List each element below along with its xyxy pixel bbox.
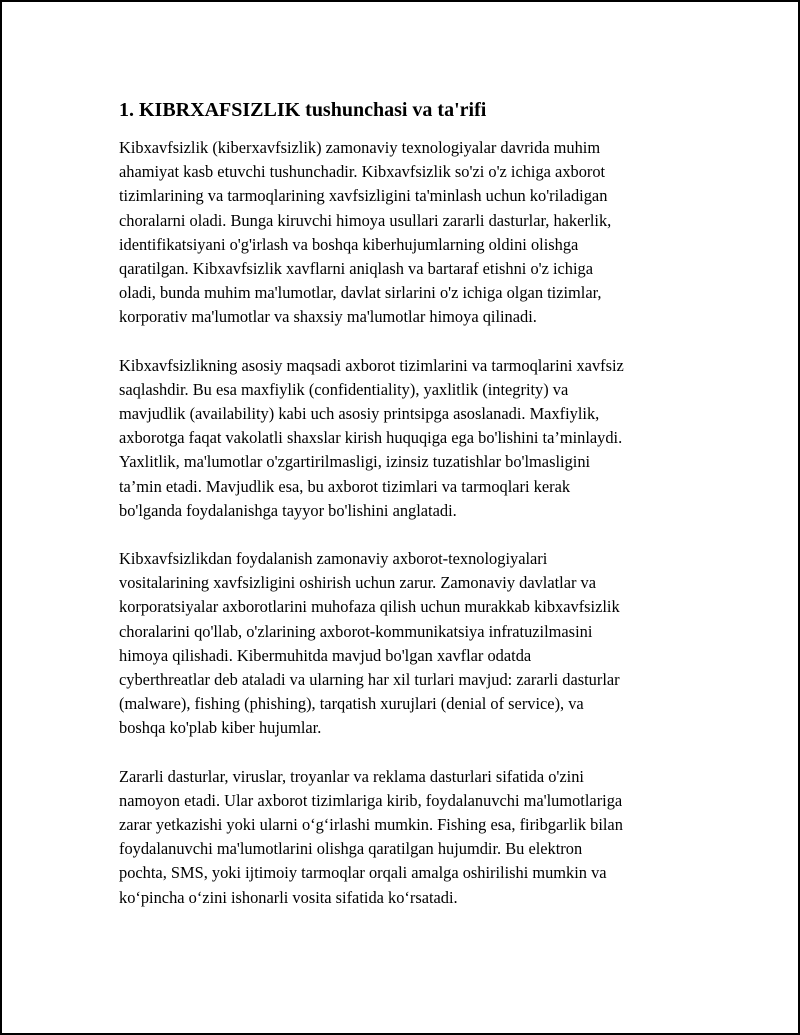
text-line: pochta, SMS, yoki ijtimoiy tarmoqlar orqali amalga oshirilishi mumkin va <box>119 863 607 883</box>
text-line: bo'lganda foydalanishga tayyor bo'lishini anglatadi. <box>119 500 457 520</box>
text-line: cyberthreatlar deb ataladi va ularning har xil turlari mavjud: zararli dasturlar <box>119 670 620 690</box>
paragraph-1 <box>119 136 699 330</box>
text-line: ko‘pincha o‘zini ishonarli vosita sifatida ko‘rsatadi. <box>119 887 458 907</box>
text-line: Zararli dasturlar, viruslar, troyanlar va reklama dasturlari sifatida o'zini <box>119 766 584 786</box>
text-line: zarar yetkazishi yoki ularni o‘g‘irlashi mumkin. Fishing esa, firibgarlik bilan <box>119 815 623 835</box>
text-line: tizimlarining va tarmoqlarining xavfsizligini ta'minlash uchun ko'riladigan <box>119 186 608 206</box>
text-line: Kibxavfsizlikning asosiy maqsadi axborot tizimlarini va tarmoqlarini xavfsiz <box>119 355 624 375</box>
text-line: (malware), fishing (phishing), tarqatish xurujlari (denial of service), va <box>119 694 584 714</box>
text-line: qaratilgan. Kibxavfsizlik xavflarni aniqlash va bartaraf etishni o'z ichiga <box>119 259 594 279</box>
text-line: foydalanuvchi ma'lumotlarini olishga qaratilgan hujumdir. Bu elektron <box>119 839 583 859</box>
text-line: namoyon etadi. Ular axborot tizimlariga kirib, foydalanuvchi ma'lumotlariga <box>119 790 623 810</box>
text-line: identifikatsiyani o'g'irlash va boshqa kiberhujumlarning oldini olishga <box>119 234 579 254</box>
text-line: korporativ ma'lumotlar va shaxsiy ma'lumotlar himoya qilinadi. <box>119 307 537 327</box>
text-line: korporatsiyalar axborotlarini muhofaza qilish uchun murakkab kibxavfsizlik <box>119 597 620 617</box>
text-line: choralarini qo'llab, o'zlarining axborot-kommunikatsiya infratuzilmasini <box>119 621 593 641</box>
text-line: Kibxavfsizlik (kiberxavfsizlik) zamonaviy texnologiyalar davrida muhim <box>119 138 601 157</box>
text-line: ahamiyat kasb etuvchi tushunchadir. Kibxavfsizlik so'zi o'z ichiga axborot <box>119 162 606 182</box>
text-line: axborotga faqat vakolatli shaxslar kirish huquqiga ega bo'lishini ta’minlaydi. <box>119 428 623 448</box>
text-line: oladi, bunda muhim ma'lumotlar, davlat sirlarini o'z ichiga olgan tizimlar, <box>119 283 602 303</box>
paragraph-3 <box>119 547 699 741</box>
text-line: vositalarining xavfsizligini oshirish uchun zarur. Zamonaviy davlatlar va <box>119 573 597 593</box>
section-heading: 1. KIBRXAFSIZLIK tushunchasi va ta'rifi <box>119 99 487 121</box>
text-line: mavjudlik (availability) kabi uch asosiy printsipga asoslanadi. Maxfiylik, <box>119 404 600 424</box>
text-line: Kibxavfsizlikdan foydalanish zamonaviy axborot-texnologiyalari <box>119 549 548 569</box>
text-line: boshqa ko'plab kiber hujumlar. <box>119 718 322 738</box>
text-line: himoya qilishadi. Kibermuhitda mavjud bo'lgan xavflar odatda <box>119 645 532 665</box>
text-line: Yaxlitlik, ma'lumotlar o'zgartirilmasligi, izinsiz tuzatishlar bo'lmasligini <box>119 452 591 472</box>
paragraph-2 <box>119 354 699 523</box>
text-line: saqlashdir. Bu esa maxfiylik (confidentiality), yaxlitlik (integrity) va <box>119 379 569 399</box>
paragraph-4 <box>119 765 699 910</box>
text-line: choralarni oladi. Bunga kiruvchi himoya usullari zararli dasturlar, hakerlik, <box>119 210 612 230</box>
document-content <box>119 92 699 934</box>
text-line: ta’min etadi. Mavjudlik esa, bu axborot tizimlari va tarmoqlari kerak <box>119 476 571 496</box>
